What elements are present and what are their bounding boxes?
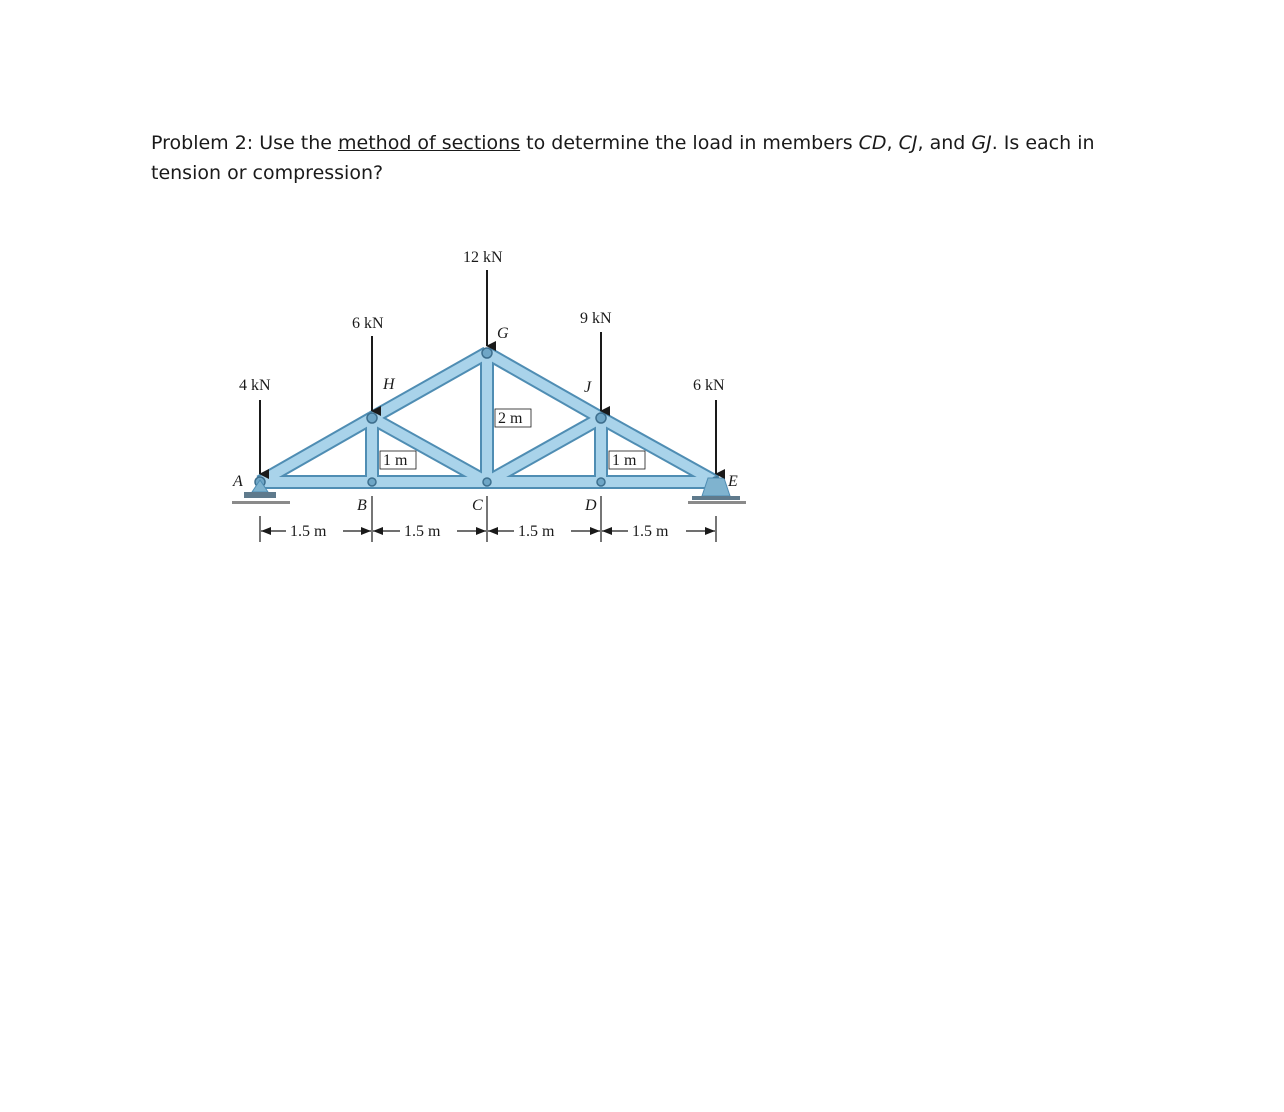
span-label-1: 1.5 m bbox=[290, 523, 327, 540]
load-label-h: 6 kN bbox=[352, 315, 384, 332]
member-cj: CJ bbox=[898, 132, 918, 154]
problem-line-2: tension or compression? bbox=[151, 162, 384, 184]
pin-b bbox=[368, 478, 376, 486]
member-je bbox=[601, 418, 716, 482]
node-label-c: C bbox=[472, 497, 483, 514]
member-gj: GJ bbox=[971, 132, 992, 154]
problem-intro: Problem 2: Use the bbox=[151, 132, 339, 154]
height-label-gc-box bbox=[495, 409, 531, 427]
node-label-g: G bbox=[497, 325, 509, 342]
method-of-sections-text: method of sections bbox=[338, 132, 521, 154]
pin-d bbox=[597, 478, 605, 486]
member-cd: CD bbox=[858, 132, 887, 154]
node-label-a: A bbox=[233, 473, 243, 490]
height-label-gc: 2 m bbox=[498, 410, 523, 427]
height-label-jd: 1 m bbox=[612, 452, 637, 469]
load-label-g: 12 kN bbox=[463, 249, 503, 266]
height-label-hb-box bbox=[380, 451, 416, 469]
pin-h bbox=[367, 413, 377, 423]
problem-middle: to determine the load in members bbox=[520, 132, 859, 154]
span-label-4: 1.5 m bbox=[632, 523, 669, 540]
problem-question: . Is each in bbox=[991, 132, 1095, 154]
node-label-j: J bbox=[584, 379, 592, 396]
height-label-hb: 1 m bbox=[383, 452, 408, 469]
truss-members bbox=[260, 353, 716, 482]
node-label-e: E bbox=[728, 473, 738, 490]
span-label-3: 1.5 m bbox=[518, 523, 555, 540]
node-label-h: H bbox=[383, 376, 395, 393]
separator: , and bbox=[917, 132, 972, 154]
load-label-j: 9 kN bbox=[580, 310, 612, 327]
height-label-jd-box bbox=[609, 451, 645, 469]
load-label-e: 6 kN bbox=[693, 377, 725, 394]
node-label-b: B bbox=[357, 497, 367, 514]
load-label-a: 4 kN bbox=[239, 377, 271, 394]
member-cj bbox=[487, 418, 601, 482]
pin-g bbox=[482, 348, 492, 358]
pin-c bbox=[483, 478, 491, 486]
span-label-2: 1.5 m bbox=[404, 523, 441, 540]
member-hc bbox=[372, 418, 487, 482]
separator: , bbox=[886, 132, 899, 154]
pin-j bbox=[596, 413, 606, 423]
member-ah bbox=[260, 418, 372, 482]
node-label-d: D bbox=[585, 497, 597, 514]
